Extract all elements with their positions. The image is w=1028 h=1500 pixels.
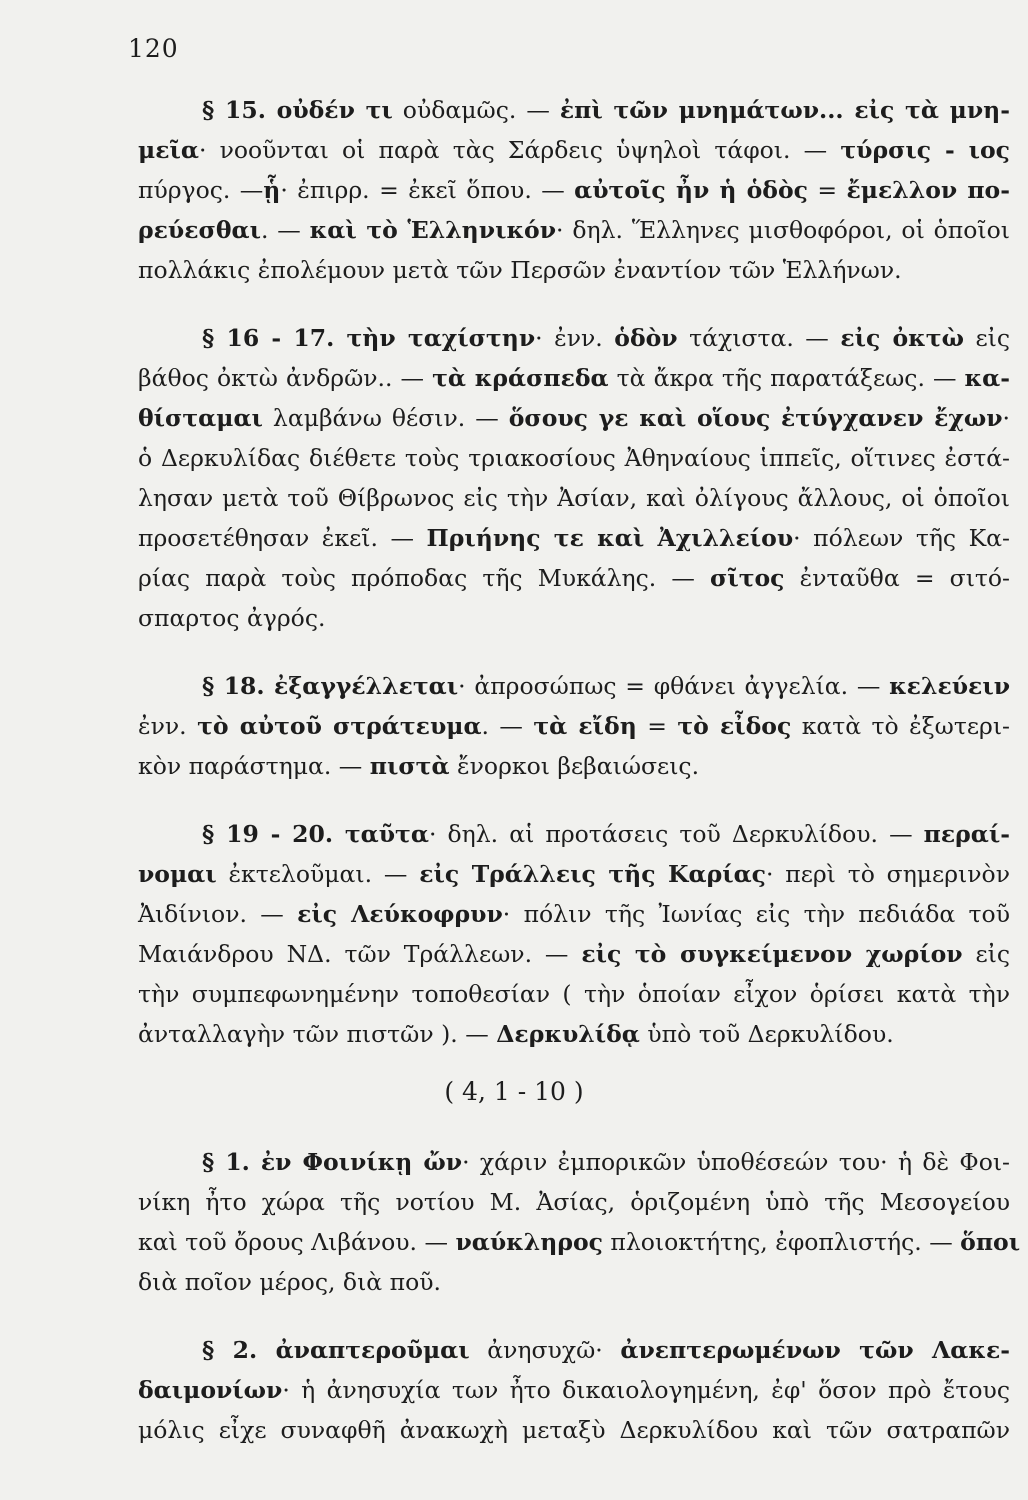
text-line bbox=[138, 358, 1010, 398]
page-number: 120 bbox=[128, 34, 179, 63]
text-segment: προσετέθησαν ἐκεῖ. — bbox=[138, 524, 427, 552]
text-line bbox=[138, 1410, 1010, 1450]
text-segment: · δηλ. αἱ προτάσεις τοῦ Δερκυλίδου. — bbox=[428, 820, 924, 848]
text-segment: λαμβάνω θέσιν. — bbox=[262, 404, 509, 432]
bold-term: τὸ αὐτοῦ στράτευμα bbox=[197, 712, 482, 740]
text-segment: οὐδαμῶς. — bbox=[392, 96, 560, 124]
text-segment: νίκη ἦτο χώρα τῆς νοτίου Μ. Ἀσίας, ὁριζομένη ὑπὸ τῆς Μεσογείου bbox=[138, 1188, 1010, 1216]
text-segment: ἐνταῦθα = σιτό- bbox=[784, 564, 1010, 592]
bold-term: τὴν ταχίστην bbox=[346, 324, 536, 352]
text-segment: · bbox=[1002, 404, 1010, 432]
text-segment: · δηλ. Ἕλληνες μισθοφόροι, οἱ ὁποῖοι bbox=[556, 216, 1010, 244]
text-line bbox=[138, 854, 1010, 894]
text-segment: · πόλιν τῆς Ἰωνίας εἰς τὴν πεδιάδα τοῦ bbox=[502, 900, 1010, 928]
text-segment: Μαιάνδρου ΝΔ. τῶν Τράλλεων. — bbox=[138, 940, 582, 968]
text-line bbox=[138, 894, 1010, 934]
text-line bbox=[138, 1370, 1010, 1410]
text-line bbox=[138, 250, 1010, 290]
text-segment: · ἐπιρρ. = ἐκεῖ ὅπου. — bbox=[280, 176, 575, 204]
bold-term: τύρσις - ιος bbox=[840, 136, 1010, 164]
bold-term: καὶ τὸ Ἑλληνικόν bbox=[309, 216, 557, 244]
bold-term: ἀνεπτερωμένων τῶν Λακε- bbox=[620, 1336, 1011, 1364]
text-segment: καὶ τοῦ ὄρους Λιβάνου. — bbox=[138, 1228, 456, 1256]
text-segment: · ἐνν. bbox=[535, 324, 615, 352]
text-line bbox=[138, 318, 1010, 358]
text-segment: ἐκτελοῦμαι. — bbox=[216, 860, 420, 888]
text-segment: · ἡ ἀνησυχία των ἦτο δικαιολογημένη, ἐφ' ὅσον πρὸ ἔτους bbox=[282, 1376, 1010, 1404]
text-segment: . — bbox=[260, 216, 310, 244]
text-line bbox=[138, 598, 1010, 638]
text-segment: ἀνησυχῶ· bbox=[469, 1336, 621, 1364]
text-line bbox=[138, 1142, 1010, 1182]
bold-term: § 18. bbox=[202, 672, 275, 700]
text-segment: σπαρτος ἀγρός. bbox=[138, 604, 326, 632]
text-segment: ρίας παρὰ τοὺς πρόποδας τῆς Μυκάλης. — bbox=[138, 564, 710, 592]
text-line bbox=[138, 438, 1010, 478]
text-segment: · πόλεων τῆς Κα- bbox=[793, 524, 1010, 552]
bold-term: αὐτοῖς ἦν ἡ ὁδὸς bbox=[574, 176, 808, 204]
bold-term: δαιμονίων bbox=[138, 1376, 283, 1404]
commentary-text bbox=[138, 90, 1021, 1450]
bold-term: ὅσους γε καὶ οἵους ἐτύγχανεν ἔχων bbox=[508, 404, 1003, 432]
text-segment: κατὰ τὸ ἐξωτερι- bbox=[791, 712, 1010, 740]
text-segment: ἔνορκοι βεβαιώσεις. bbox=[449, 752, 700, 780]
bold-term: ἐξαγγέλλεται bbox=[274, 672, 459, 700]
bold-term: § 1. bbox=[202, 1148, 261, 1176]
bold-term: § 16 - 17. bbox=[202, 324, 347, 352]
bold-term: σῖτος bbox=[710, 564, 785, 592]
text-line bbox=[138, 666, 1010, 706]
text-segment: Ἀιδίνιον. — bbox=[138, 900, 298, 928]
text-line bbox=[138, 398, 1010, 438]
bold-term: ᾗ bbox=[263, 176, 281, 204]
bold-term: ἐν Φοινίκῃ ὤν bbox=[260, 1148, 463, 1176]
text-segment: ἀνταλλαγὴν τῶν πιστῶν ). — bbox=[138, 1020, 497, 1048]
text-segment: · περὶ τὸ σημερινὸν bbox=[765, 860, 1010, 888]
text-segment: λησαν μετὰ τοῦ Θίβρωνος εἰς τὴν Ἀσίαν, καὶ ὀλίγους ἄλλους, οἱ ὁποῖοι bbox=[138, 484, 1010, 512]
text-segment: εἰς bbox=[963, 324, 1011, 352]
text-segment: πύργος. — bbox=[138, 176, 264, 204]
text-line bbox=[138, 90, 1010, 130]
text-segment: = bbox=[636, 712, 678, 740]
text-line bbox=[138, 814, 1010, 854]
text-segment: κὸν παράστημα. — bbox=[138, 752, 370, 780]
bold-term: περαί- bbox=[923, 820, 1010, 848]
text-line bbox=[138, 1182, 1010, 1222]
bold-term: εἰς Τράλλεις τῆς Καρίας bbox=[419, 860, 766, 888]
bold-term: εἰς τὸ συγκείμενον χωρίον bbox=[581, 940, 963, 968]
text-segment: = bbox=[807, 176, 847, 204]
text-line bbox=[138, 130, 1010, 170]
bold-term: Πριήνης τε καὶ Ἀχιλλείου bbox=[426, 524, 794, 552]
bold-term: εἰς Λεύκοφρυν bbox=[297, 900, 503, 928]
bold-term: § 19 - 20. bbox=[202, 820, 345, 848]
bold-term: ρεύεσθαι bbox=[138, 216, 261, 244]
bold-term: νομαι bbox=[138, 860, 217, 888]
bold-term: οὐδέν τι bbox=[276, 96, 393, 124]
text-segment: ὁ Δερκυλίδας διέθετε τοὺς τριακοσίους Ἀθηναίους ἱππεῖς, οἵτινες ἐστά- bbox=[138, 444, 1010, 472]
bold-term: κα- bbox=[964, 364, 1010, 392]
bold-term: § 15. bbox=[202, 96, 277, 124]
bold-term: Δερκυλίδᾳ bbox=[496, 1020, 640, 1048]
text-line bbox=[138, 934, 1010, 974]
text-line bbox=[138, 170, 1010, 210]
bold-term: ναύκληρος bbox=[455, 1228, 603, 1256]
text-segment: ὑπὸ τοῦ Δερκυλίδου. bbox=[639, 1020, 894, 1048]
bold-term: ὁδὸν bbox=[614, 324, 678, 352]
text-segment: τὴν συμπεφωνημένην τοποθεσίαν ( τὴν ὁποίαν εἶχον ὁρίσει κατὰ τὴν bbox=[138, 980, 1010, 1008]
text-line bbox=[138, 210, 1010, 250]
text-line bbox=[138, 1330, 1010, 1370]
bold-term: ὅποι bbox=[960, 1228, 1021, 1256]
text-line bbox=[138, 558, 1010, 598]
text-segment: βάθος ὀκτὼ ἀνδρῶν.. — bbox=[138, 364, 433, 392]
chapter-heading: ( 4, 1 - 10 ) bbox=[444, 1077, 584, 1106]
bold-term: θίσταμαι bbox=[138, 404, 263, 432]
text-segment: . — bbox=[481, 712, 534, 740]
bold-term: μεῖα bbox=[138, 136, 199, 164]
text-segment: τὰ ἄκρα τῆς παρατάξεως. — bbox=[608, 364, 965, 392]
bold-term: τὸ εἶδος bbox=[677, 712, 792, 740]
bold-term: εἰς ὀκτὼ bbox=[840, 324, 964, 352]
text-segment: τάχιστα. — bbox=[677, 324, 841, 352]
text-segment: πλοιοκτήτης, ἐφοπλιστής. — bbox=[602, 1228, 961, 1256]
bold-term: ἀναπτεροῦμαι bbox=[275, 1336, 470, 1364]
text-line bbox=[138, 706, 1010, 746]
text-segment: ἐνν. bbox=[138, 712, 198, 740]
text-segment: · νοοῦνται οἱ παρὰ τὰς Σάρδεις ὑψηλοὶ τάφοι. — bbox=[198, 136, 841, 164]
text-line bbox=[138, 518, 1010, 558]
text-line bbox=[138, 746, 1010, 786]
text-line bbox=[138, 1014, 1010, 1054]
text-line bbox=[138, 478, 1010, 518]
text-segment: μόλις εἶχε συναφθῆ ἀνακωχὴ μεταξὺ Δερκυλίδου καὶ τῶν σατραπῶν bbox=[138, 1416, 1010, 1444]
text-line bbox=[138, 1222, 1021, 1262]
bold-term: ἐπὶ τῶν μνημάτων... εἰς τὰ μνη- bbox=[559, 96, 1010, 124]
text-line bbox=[138, 974, 1010, 1014]
text-segment: · χάριν ἐμπορικῶν ὑποθέσεών του· ἡ δὲ Φοι- bbox=[462, 1148, 1010, 1176]
text-segment: εἰς bbox=[962, 940, 1010, 968]
text-segment: πολλάκις ἐπολέμουν μετὰ τῶν Περσῶν ἐναντίον τῶν Ἑλλήνων. bbox=[138, 256, 902, 284]
bold-term: τὰ κράσπεδα bbox=[432, 364, 609, 392]
bold-term: τὰ εἴδη bbox=[533, 712, 637, 740]
bold-term: ἔμελλον πο- bbox=[846, 176, 1010, 204]
text-line bbox=[138, 1262, 1010, 1302]
text-segment: διὰ ποῖον μέρος, διὰ ποῦ. bbox=[138, 1268, 441, 1296]
bold-term: § 2. bbox=[202, 1336, 276, 1364]
bold-term: πιστὰ bbox=[369, 752, 450, 780]
bold-term: κελεύειν bbox=[889, 672, 1010, 700]
text-segment: · ἀπροσώπως = φθάνει ἀγγελία. — bbox=[458, 672, 890, 700]
bold-term: ταῦτα bbox=[344, 820, 429, 848]
